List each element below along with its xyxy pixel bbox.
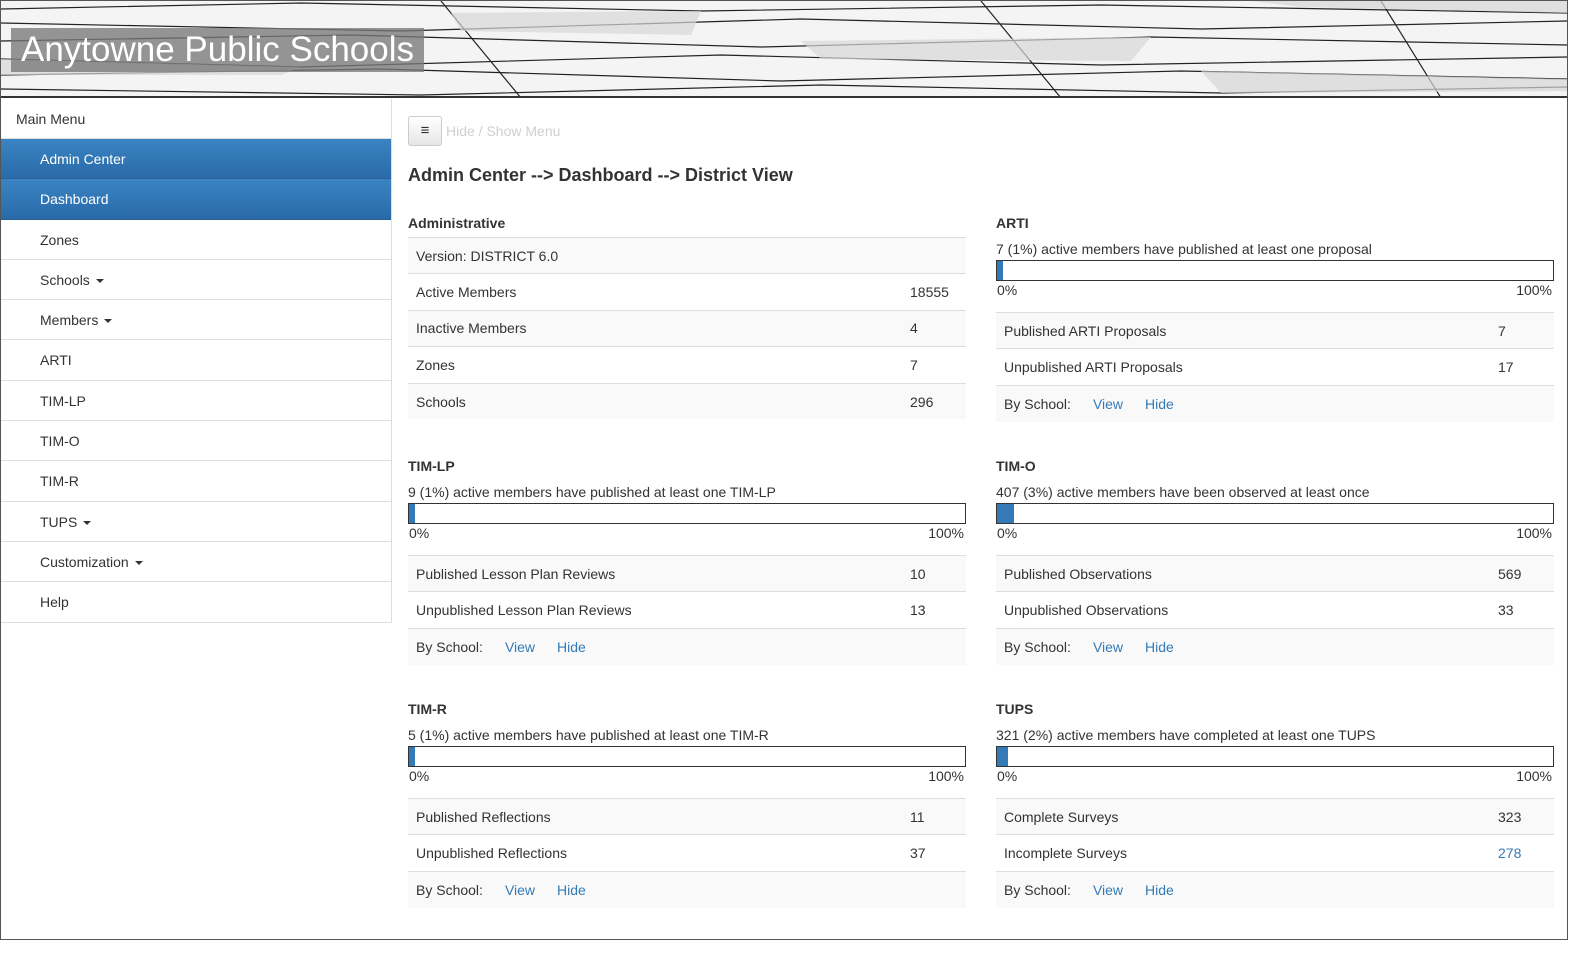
sidebar (1, 99, 392, 623)
sidebar-item-zones[interactable] (1, 220, 391, 260)
sidebar-item-admin-center[interactable] (1, 139, 391, 179)
row-value: 17 (1496, 349, 1554, 385)
header-banner (1, 1, 1567, 98)
row-value: 4 (908, 310, 966, 346)
row-label: Unpublished Reflections (408, 835, 908, 871)
table-row (408, 310, 966, 346)
panel-title: ARTI (996, 215, 1029, 231)
sidebar-item-label: TIM-O (40, 433, 80, 450)
sidebar-item-dashboard[interactable] (1, 179, 391, 219)
scale-min: 0% (997, 525, 1018, 541)
view-link[interactable]: View (1092, 881, 1124, 898)
scale-max: 100% (928, 768, 964, 784)
scale-min: 0% (997, 282, 1018, 298)
timlp-panel (408, 456, 966, 665)
tups-panel (996, 699, 1554, 908)
progress-scale (996, 282, 1554, 300)
sidebar-item-tim-o[interactable] (1, 421, 391, 461)
hide-link[interactable]: Hide (1145, 881, 1174, 898)
progress-scale (408, 768, 966, 786)
sidebar-item-label: TIM-R (40, 473, 79, 490)
table-row (408, 274, 966, 310)
progress-bar (996, 746, 1554, 767)
administrative-table (408, 237, 966, 419)
scale-min: 0% (409, 768, 430, 784)
summary-text: 321 (2%) active members have completed at least one TUPS (996, 727, 1376, 743)
view-link[interactable]: View (1092, 638, 1124, 655)
row-label: Unpublished Lesson Plan Reviews (408, 592, 908, 628)
table-row (408, 238, 966, 274)
table-row (996, 313, 1554, 349)
sidebar-item-help[interactable] (1, 582, 391, 622)
sidebar-item-label: Schools (40, 271, 90, 288)
by-school-row (996, 385, 1554, 421)
caret-down-icon (83, 521, 91, 525)
sidebar-item-label: Customization (40, 553, 129, 570)
sidebar-item-tim-r[interactable] (1, 461, 391, 501)
page-title: Admin Center --> Dashboard --> District View (408, 165, 793, 185)
table-row (408, 556, 966, 592)
sidebar-item-tim-lp[interactable] (1, 381, 391, 421)
hide-link[interactable]: Hide (557, 881, 586, 898)
scale-max: 100% (1516, 282, 1552, 298)
row-value: 13 (908, 592, 966, 628)
by-school-label: By School: (416, 638, 483, 655)
administrative-panel (408, 213, 966, 419)
progress-fill (997, 747, 1008, 766)
arti-table (996, 312, 1554, 422)
progress-fill (997, 261, 1003, 280)
progress-scale (408, 525, 966, 543)
progress-fill (409, 504, 415, 523)
table-row (408, 592, 966, 628)
table-row (996, 799, 1554, 835)
sidebar-item-label: Members (40, 312, 99, 329)
summary-text: 5 (1%) active members have published at least one TIM-R (408, 727, 769, 743)
sidebar-item-label: TIM-LP (40, 392, 86, 409)
by-school-row (408, 628, 966, 664)
panel-title: TIM-R (408, 701, 447, 717)
sidebar-item-members[interactable] (1, 300, 391, 340)
tups-table (996, 798, 1554, 908)
row-label: Zones (408, 347, 908, 383)
timo-panel (996, 456, 1554, 665)
table-row (996, 871, 1554, 907)
row-label: Schools (408, 383, 908, 419)
table-row (996, 835, 1554, 871)
hamburger-icon: ≡ (420, 122, 430, 139)
scale-min: 0% (409, 525, 430, 541)
sidebar-item-label: Zones (40, 231, 79, 248)
row-value: 569 (1496, 556, 1554, 592)
sidebar-item-label: ARTI (40, 352, 72, 369)
row-value: 10 (908, 556, 966, 592)
progress-scale (996, 768, 1554, 786)
view-link[interactable]: View (504, 881, 536, 898)
by-school-label: By School: (1004, 881, 1071, 898)
row-label: Unpublished Observations (996, 592, 1496, 628)
caret-down-icon (104, 319, 112, 323)
sidebar-item-label: TUPS (40, 513, 78, 530)
timr-panel (408, 699, 966, 908)
table-row (996, 628, 1554, 664)
row-value: 18555 (908, 274, 966, 310)
panel-title: TUPS (996, 701, 1034, 717)
by-school-row (996, 628, 1554, 664)
row-label: Published Reflections (408, 799, 908, 835)
table-row (408, 835, 966, 871)
timlp-table (408, 555, 966, 665)
timo-table (996, 555, 1554, 665)
sidebar-item-label: Admin Center (40, 151, 126, 167)
incomplete-surveys-link[interactable]: 278 (1496, 835, 1554, 871)
progress-bar (996, 260, 1554, 281)
sidebar-heading: Main Menu (1, 99, 391, 139)
summary-text: 407 (3%) active members have been observed at least once (996, 484, 1370, 500)
table-row (408, 799, 966, 835)
row-value: 7 (1496, 313, 1554, 349)
by-school-label: By School: (416, 881, 483, 898)
brand-title: Anytowne Public Schools (11, 28, 424, 72)
caret-down-icon (135, 561, 143, 565)
view-link[interactable]: View (1092, 395, 1124, 412)
row-label: Published Observations (996, 556, 1496, 592)
scale-max: 100% (928, 525, 964, 541)
by-school-label: By School: (1004, 395, 1071, 412)
panel-title: Administrative (408, 215, 506, 231)
by-school-row (408, 871, 966, 907)
timr-table (408, 798, 966, 908)
menu-toggle-button[interactable] (408, 116, 442, 146)
row-value: 323 (1496, 799, 1554, 835)
table-row (408, 871, 966, 907)
row-value: 7 (908, 347, 966, 383)
row-label: Published Lesson Plan Reviews (408, 556, 908, 592)
row-label: Unpublished ARTI Proposals (996, 349, 1496, 385)
row-label: Active Members (408, 274, 908, 310)
view-link[interactable]: View (504, 638, 536, 655)
progress-bar (408, 503, 966, 524)
row-value: 11 (908, 799, 966, 835)
sidebar-item-label: Help (40, 594, 69, 611)
row-value: 37 (908, 835, 966, 871)
version-text: Version: DISTRICT 6.0 (408, 238, 966, 274)
row-value: 296 (908, 383, 966, 419)
progress-fill (997, 504, 1014, 523)
table-row (408, 347, 966, 383)
sidebar-item-tups[interactable] (1, 502, 391, 542)
row-label: Published ARTI Proposals (996, 313, 1496, 349)
table-row (408, 628, 966, 664)
sidebar-item-arti[interactable] (1, 340, 391, 380)
summary-text: 7 (1%) active members have published at least one proposal (996, 241, 1372, 257)
progress-bar (996, 503, 1554, 524)
row-value: 33 (1496, 592, 1554, 628)
arti-panel (996, 213, 1554, 422)
scale-max: 100% (1516, 525, 1552, 541)
row-label: Incomplete Surveys (996, 835, 1496, 871)
progress-bar (408, 746, 966, 767)
table-row (996, 556, 1554, 592)
by-school-label: By School: (1004, 638, 1071, 655)
table-row (996, 592, 1554, 628)
hide-link[interactable]: Hide (557, 638, 586, 655)
progress-scale (996, 525, 1554, 543)
panel-title: TIM-O (996, 458, 1036, 474)
sidebar-item-label: Dashboard (40, 191, 109, 208)
summary-text: 9 (1%) active members have published at least one TIM-LP (408, 484, 776, 500)
table-row (996, 349, 1554, 385)
by-school-row (996, 871, 1554, 907)
table-row (996, 385, 1554, 421)
panel-title: TIM-LP (408, 458, 455, 474)
progress-fill (409, 747, 415, 766)
scale-min: 0% (997, 768, 1018, 784)
menu-toggle-label[interactable]: Hide / Show Menu (446, 123, 561, 139)
hide-link[interactable]: Hide (1145, 638, 1174, 655)
hide-link[interactable]: Hide (1145, 395, 1174, 412)
sidebar-item-schools[interactable] (1, 260, 391, 300)
sidebar-item-customization[interactable] (1, 542, 391, 582)
row-label: Inactive Members (408, 310, 908, 346)
caret-down-icon (96, 279, 104, 283)
row-label: Complete Surveys (996, 799, 1496, 835)
scale-max: 100% (1516, 768, 1552, 784)
table-row (408, 383, 966, 419)
